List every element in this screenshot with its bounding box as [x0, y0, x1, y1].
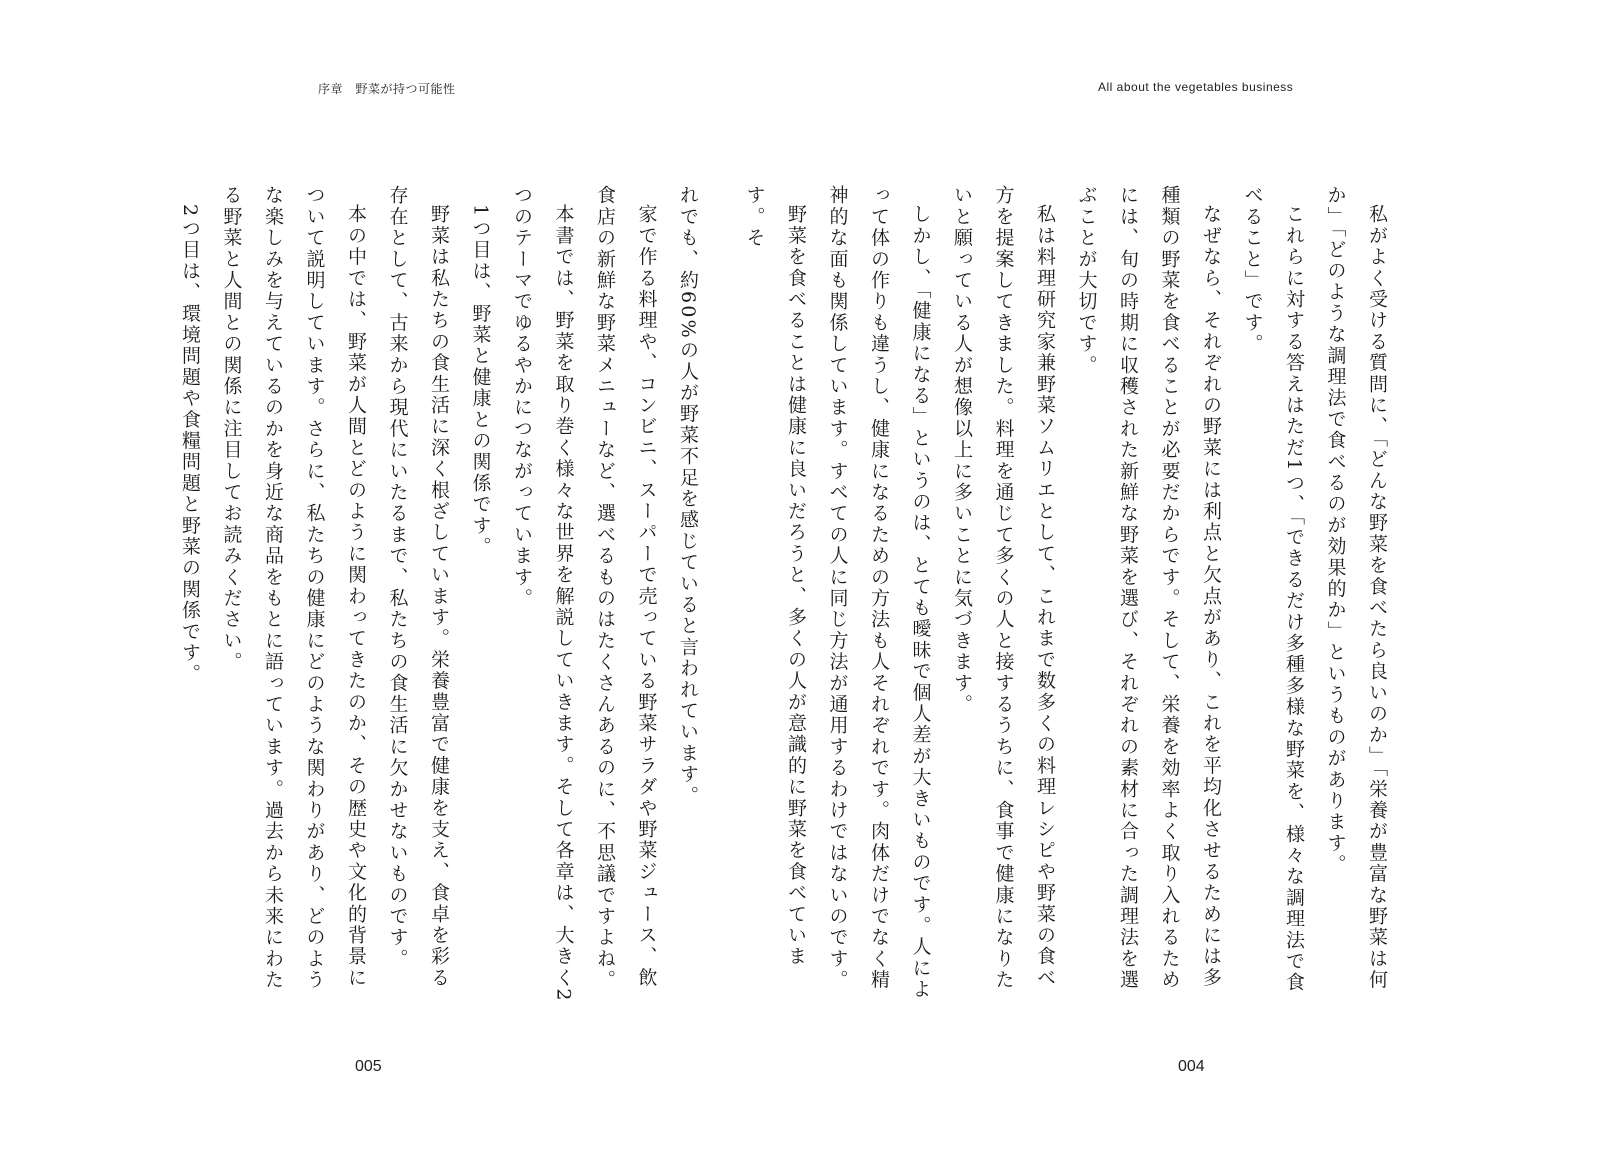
paragraph-continuation: れでも、約60%の人が野菜不足を感じていると言われています。 [677, 185, 699, 807]
paragraph: 私は料理研究家兼野菜ソムリエとして、これまで数多くの料理レシピや野菜の食べ方を提案してきました。料理を通じて多くの人と接するうちに、食事で健康になりたいと願っている人が想像以上に多いことに気づきます。 [951, 185, 1056, 991]
paragraph: 2つ目は、環境問題や食糧問題と野菜の関係です。 [179, 204, 201, 685]
page-004-body [743, 185, 1397, 1005]
paragraph: なぜなら、それぞれの野菜には利点と欠点があり、これを平均化させるためには多種類の野菜を食べることが必要だからです。そして、栄養を効率よく取り入れるためには、旬の時期に収穫された新鮮な野菜を選び、それぞれの素材に合った調理法を選ぶことが大切です。 [1075, 185, 1222, 991]
paragraph: 本書では、野菜を取り巻く様々な世界を解説していきます。そして各章は、大きく2つのテーマでゆるやかにつながっています。 [511, 185, 575, 1003]
paragraph: 野菜は私たちの食生活に深く根ざしています。栄養豊富で健康を支え、食卓を彩る存在として、古来から現代にいたるまで、私たちの食生活に欠かせないものです。 [386, 185, 450, 989]
page-number-left: 005 [355, 1058, 382, 1075]
paragraph: これらに対する答えはただ1つ、「できるだけ多種多様な野菜を、様々な調理法で食べること」です。 [1241, 185, 1305, 994]
paragraph: しかし、「健康になる」というのは、とても曖昧で個人差が大きいものです。人によって体の作りも違うし、健康になるための方法も人それぞれです。肉体だけでなく精神的な面も関係しています。すべての人に同じ方法が通用するわけではないのです。 [826, 185, 932, 1001]
running-head-left: 序章 野菜が持つ可能性 [318, 82, 456, 96]
page-005-body [148, 185, 708, 1005]
page-number-right: 004 [1178, 1058, 1205, 1075]
paragraph: 私がよく受ける質問に、「どんな野菜を食べたら良いのか」「栄養が豊富な野菜は何か」「どのような調理法で食べるのが効果的か」というものがあります。 [1324, 185, 1388, 991]
paragraph: 野菜を食べることは健康に良いだろうと、多くの人が意識的に野菜を食べています。そ [743, 185, 807, 968]
paragraph: 家で作る料理や、コンビニ、スーパーで売っている野菜サラダや野菜ジュース、飲食店の新鮮な野菜メニューなど、選べるものはたくさんあるのに、不思議ですよね。 [594, 185, 658, 991]
running-head-right: All about the vegetables business [1098, 80, 1294, 94]
paragraph: 本の中では、野菜が人間とどのように関わってきたのか、その歴史や文化的背景について説明しています。さらに、私たちの健康にどのような関わりがあり、どのような楽しみを与えているのかを身近な商品をもとに語っています。過去から未来にわたる野菜と人間との関係に注目してお読みください。 [220, 185, 367, 991]
paragraph: 1つ目は、野菜と健康との関係です。 [469, 204, 492, 558]
